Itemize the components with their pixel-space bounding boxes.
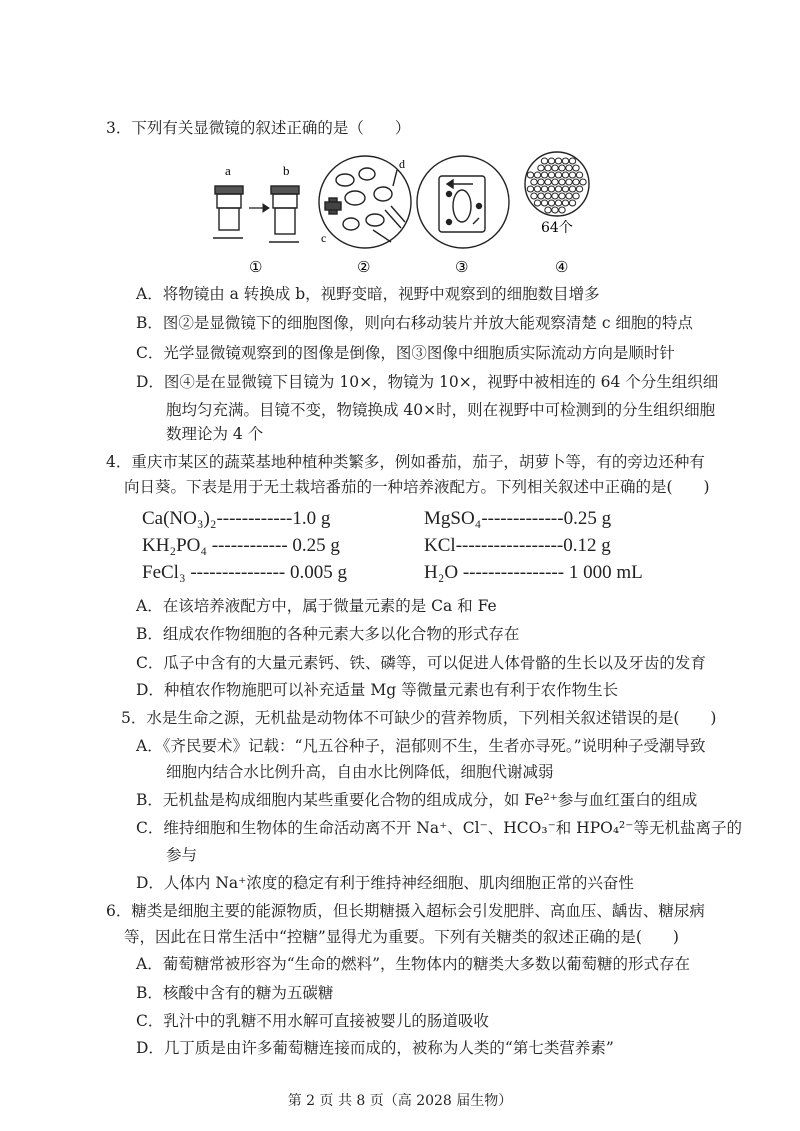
- q6-stem-line2: 等，因此在日常生活中“控糖”显得尤为重要。下列有关糖类的叙述正确的是( ): [124, 928, 679, 946]
- q6-option-c[interactable]: C．乳汁中的乳糖不用水解可直接被婴儿的肠道吸收: [136, 1012, 489, 1030]
- objective-lens-a: [213, 186, 243, 238]
- meristem-cell: [555, 200, 561, 206]
- recipe-name-4: KCl: [424, 535, 456, 556]
- meristem-cell: [555, 158, 561, 164]
- q5-option-b[interactable]: B．无机盐是构成细胞内某些重要化合物的组成成分，如 Fe²⁺参与血红蛋白的组成: [136, 791, 698, 809]
- meristem-cell: [548, 200, 554, 206]
- figure-label-4: ④: [555, 258, 569, 276]
- microscope-figure-svg: [205, 150, 605, 280]
- q3-option-d[interactable]: D．图④是在显微镜下目镜为 10×，物镜为 10×，视野中被相连的 64 个分生组织细: [136, 373, 719, 391]
- meristem-cell: [527, 172, 533, 178]
- meristem-cell: [541, 186, 547, 192]
- meristem-cell: [576, 186, 582, 192]
- meristem-cell: [566, 165, 572, 171]
- recipe-item-2: [424, 508, 611, 530]
- lens-b-label: b: [283, 163, 290, 178]
- meristem-cell: [548, 186, 554, 192]
- meristem-cell: [559, 193, 565, 199]
- meristem-cell: [552, 179, 558, 185]
- meristem-cell: [559, 207, 565, 213]
- meristem-cell: [573, 193, 579, 199]
- meristem-cell: [548, 158, 554, 164]
- q3-option-b[interactable]: B．图②是显微镜下的细胞图像，则向右移动装片并放大能观察清楚 c 细胞的特点: [136, 314, 693, 332]
- recipe-amount-4: 0.12 g: [563, 535, 611, 556]
- meristem-cell: [566, 179, 572, 185]
- dots: -------------: [481, 508, 564, 529]
- q3-option-d-cont2: 数理论为 4 个: [166, 425, 264, 443]
- dots: ---------------: [185, 562, 290, 583]
- meristem-cell: [569, 186, 575, 192]
- q3-option-d-cont1: 胞均匀充满。目镜不变，物镜换成 40×时，则在视野中可检测到的分生组织细胞: [166, 401, 716, 419]
- meristem-cell: [569, 158, 575, 164]
- meristem-cell: [559, 179, 565, 185]
- figure-label-3: ③: [455, 258, 469, 276]
- dots: ----------------: [458, 562, 569, 583]
- meristem-cell: [545, 207, 551, 213]
- q4-option-c[interactable]: C．瓜子中含有的大量元素钙、铁、磷等，可以促进人体骨骼的生长以及牙齿的发育: [136, 654, 706, 672]
- meristem-cell: [545, 165, 551, 171]
- meristem-cell: [580, 179, 586, 185]
- q5-option-a[interactable]: A．《齐民要术》记载：“凡五谷种子，浥郁则不生，生者亦寻死。”说明种子受潮导致: [136, 737, 706, 755]
- q4-stem-line1: 4．重庆市某区的蔬菜基地种植种类繁多，例如番茄，茄子，胡萝卜等，有的旁边还种有: [106, 453, 705, 471]
- meristem-cell: [552, 165, 558, 171]
- meristem-cell: [562, 158, 568, 164]
- meristem-cell: [545, 179, 551, 185]
- recipe-name-5: FeCl₃: [142, 562, 186, 583]
- page-footer: 第 2 页 共 8 页（高 2028 届生物）: [287, 1093, 513, 1109]
- recipe-amount-2: 0.25 g: [563, 508, 612, 529]
- microscope-figure: [205, 150, 605, 280]
- recipe-amount-5: 0.005 g: [290, 562, 347, 583]
- lens-a-label: a: [225, 163, 231, 178]
- meristem-cell: [552, 193, 558, 199]
- q3-option-c[interactable]: C．光学显微镜观察到的图像是倒像，图③图像中细胞质实际流动方向是顺时针: [136, 344, 675, 362]
- meristem-cell: [538, 179, 544, 185]
- q4-option-d[interactable]: D．种植农作物施肥可以补充适量 Mg 等微量元素也有利于农作物生长: [136, 681, 619, 699]
- cell-c-label: c: [321, 231, 327, 245]
- meristem-cell: [541, 172, 547, 178]
- q5-option-c[interactable]: C．维持细胞和生物体的生命活动离不开 Na⁺、Cl⁻、HCO₃⁻和 HPO₄²⁻等无机盐离子的: [136, 819, 742, 837]
- dots: ------------: [206, 535, 293, 556]
- recipe-item-1: [142, 508, 330, 530]
- meristem-cell: [555, 172, 561, 178]
- q6-stem-line1: 6．糖类是细胞主要的能源物质，但长期糖摄入超标会引发肥胖、高血压、龋齿、糖尿病: [106, 902, 705, 920]
- meristem-cell: [545, 193, 551, 199]
- recipe-amount-3: 0.25 g: [292, 535, 340, 556]
- q3-stem: 3．下列有关显微镜的叙述正确的是（ ）: [106, 119, 411, 137]
- meristem-cell: [534, 186, 540, 192]
- meristem-cell: [541, 200, 547, 206]
- meristem-cell: [569, 172, 575, 178]
- recipe-amount-6: 1 000 mL: [568, 562, 643, 583]
- objective-lens-b: [269, 186, 299, 242]
- cytoplasm-flow-circle-3: [417, 156, 509, 248]
- meristem-cell: [541, 158, 547, 164]
- recipe-item-6: [424, 562, 643, 584]
- meristem-cell: [555, 186, 561, 192]
- q4-option-a[interactable]: A．在该培养液配方中，属于微量元素的是 Ca 和 Fe: [136, 597, 497, 615]
- meristem-cell: [534, 200, 540, 206]
- meristem-cell: [538, 193, 544, 199]
- meristem-cell: [538, 165, 544, 171]
- cell-d-label: d: [399, 157, 405, 171]
- dots: -----------------: [455, 535, 564, 556]
- meristem-cell: [562, 172, 568, 178]
- meristem-cell: [534, 172, 540, 178]
- meristem-cell: [531, 179, 537, 185]
- recipe-item-3: [142, 535, 340, 557]
- meristem-cell: [576, 172, 582, 178]
- recipe-name-2: MgSO₄: [424, 508, 482, 529]
- meristem-cell: [562, 200, 568, 206]
- q6-option-b[interactable]: B．核酸中含有的糖为五碳糖: [136, 984, 334, 1002]
- q5-option-a-cont: 细胞内结合水比例升高，自由水比例降低，细胞代谢减弱: [166, 763, 554, 781]
- meristem-cell: [531, 193, 537, 199]
- recipe-amount-1: 1.0 g: [292, 508, 331, 529]
- meristem-cell: [559, 165, 565, 171]
- q6-option-d[interactable]: D．几丁质是由许多葡萄糖连接而成的，被称为人类的“第七类营养素”: [136, 1039, 614, 1057]
- meristem-cell: [552, 207, 558, 213]
- q3-option-a[interactable]: A．将物镜由 a 转换成 b，视野变暗，视野中观察到的细胞数目增多: [136, 285, 600, 303]
- meristem-cell: [569, 200, 575, 206]
- switch-arrow: [249, 204, 269, 212]
- q4-stem-line2: 向日葵。下表是用于无土栽培番茄的一种培养液配方。下列相关叙述中正确的是( ): [124, 478, 710, 496]
- q5-option-c-cont: 参与: [166, 846, 198, 864]
- q5-option-d[interactable]: D．人体内 Na⁺浓度的稳定有利于维持神经细胞、肌肉细胞正常的兴奋性: [136, 874, 634, 892]
- recipe-item-4: [424, 535, 611, 557]
- meristem-cell: [573, 179, 579, 185]
- figure-label-2: ②: [357, 258, 371, 276]
- meristem-cell: [562, 186, 568, 192]
- meristem-cell: [527, 186, 533, 192]
- recipe-name-1: Ca(NO₃)₂: [142, 508, 217, 529]
- q5-stem: 5．水是生命之源，无机盐是动物体不可缺少的营养物质，下列相关叙述错误的是( ): [121, 709, 717, 727]
- meristem-cell: [566, 193, 572, 199]
- meristem-cells-circle-4: [525, 152, 589, 216]
- recipe-name-3: KH₂PO₄: [142, 535, 207, 556]
- figure-label-1: ①: [249, 258, 263, 276]
- meristem-cell: [548, 172, 554, 178]
- q4-option-b[interactable]: B．组成农作物细胞的各种元素大多以化合物的形式存在: [136, 625, 520, 643]
- dots: ------------: [216, 508, 293, 529]
- cell-image-circle-2: [319, 156, 411, 248]
- recipe-name-6: H₂O: [424, 562, 459, 583]
- q6-option-a[interactable]: A．葡萄糖常被形容为“生命的燃料”，生物体内的糖类大多数以葡萄糖的形式存在: [136, 955, 691, 973]
- meristem-cell: [573, 165, 579, 171]
- cell-count-label: 64个: [541, 220, 573, 236]
- recipe-item-5: [142, 562, 347, 584]
